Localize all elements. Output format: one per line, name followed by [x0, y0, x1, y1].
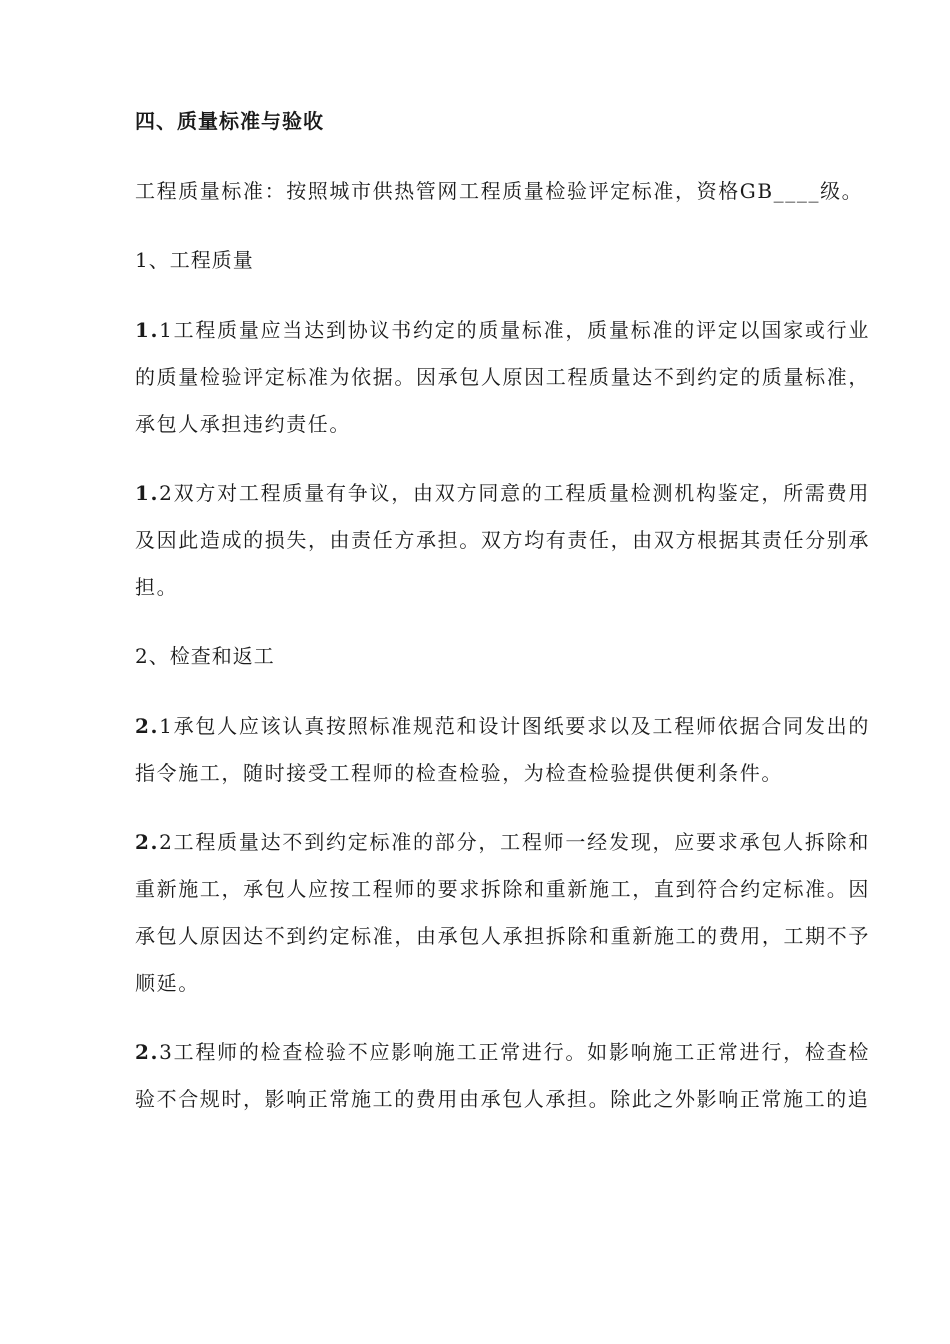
clause-number: 1.	[135, 318, 160, 342]
clause-1-1	[135, 307, 870, 448]
subsection-heading-quality: 1、工程质量	[135, 248, 254, 272]
clause-text: 1工程质量应当达到协议书约定的质量标准，质量标准的评定以国家或行业的质量检验评定标准为依据。因承包人原因工程质量达不到约定的质量标准，承包人承担违约责任。	[135, 318, 870, 436]
clause-text: 3工程师的检查检验不应影响施工正常进行。如影响施工正常进行，检查检验不合规时，影响正常施工的费用由承包人承担。除此之外影响正常施工的追	[135, 1040, 870, 1111]
clause-number: 1.	[135, 481, 160, 505]
quality-standard-intro: 工程质量标准：按照城市供热管网工程质量检验评定标准，资格GB____级。	[135, 179, 864, 203]
clause-2-1	[135, 703, 870, 797]
clause-text: 1承包人应该认真按照标准规范和设计图纸要求以及工程师依据合同发出的指令施工，随时接受工程师的检查检验，为检查检验提供便利条件。	[135, 714, 870, 785]
clause-number: 2.	[135, 1040, 160, 1064]
clause-2-2	[135, 819, 870, 1007]
clause-text: 2双方对工程质量有争议，由双方同意的工程质量检测机构鉴定，所需费用及因此造成的损失，由责任方承担。双方均有责任，由双方根据其责任分别承担。	[135, 481, 870, 599]
section-title: 四、质量标准与验收	[135, 109, 324, 133]
clause-1-2	[135, 470, 870, 611]
subsection-heading-inspection: 2、检查和返工	[135, 644, 275, 668]
clause-2-3	[135, 1029, 870, 1123]
clause-number: 2.	[135, 714, 160, 738]
clause-text: 2工程质量达不到约定标准的部分，工程师一经发现，应要求承包人拆除和重新施工，承包人应按工程师的要求拆除和重新施工，直到符合约定标准。因承包人原因达不到约定标准，由承包人承担拆除和重新施工的费用，工期不予顺延。	[135, 830, 870, 995]
clause-number: 2.	[135, 830, 160, 854]
document-content	[135, 98, 870, 1145]
